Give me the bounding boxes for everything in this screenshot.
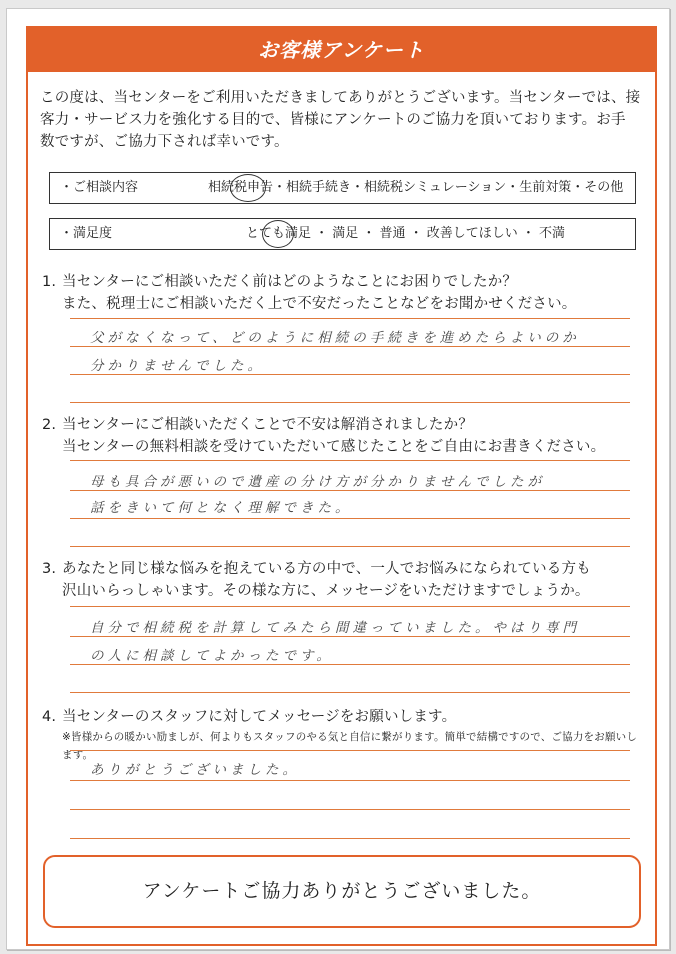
answer-line — [70, 346, 630, 347]
answer-line — [70, 809, 630, 810]
answer-line — [70, 374, 630, 375]
answer-line — [70, 606, 630, 607]
answer-line — [70, 460, 630, 461]
question-text: 当センターのスタッフに対してメッセージをお願いします。 — [62, 709, 457, 725]
question-4 — [42, 706, 642, 764]
consultation-box — [49, 172, 636, 204]
handwritten-answer: 話をきいて何となく理解できた。 — [90, 500, 353, 516]
question-note: ※皆様からの暖かい励ましが、何よりもスタッフのやる気と自信に繋がります。簡単で結構ですので、ご協力をお願いします。 — [62, 731, 638, 761]
handwritten-answer: 父がなくなって、どのように相続の手続きを進めたらよいのか — [90, 330, 580, 346]
consultation-label: ・ご相談内容 — [60, 180, 139, 195]
answer-line — [70, 636, 630, 637]
handwritten-answer: の人に相談してよかったです。 — [90, 648, 334, 664]
answer-line — [70, 490, 630, 491]
handwritten-answer: 自分で相続税を計算してみたら間違っていました。やはり専門 — [90, 620, 580, 636]
question-text: 当センターの無料相談を受けていただいて感じたことをご自由にお書きください。 — [62, 439, 606, 455]
answer-line — [70, 780, 630, 781]
question-1 — [42, 271, 642, 315]
question-number: 1. — [42, 274, 57, 290]
selection-circle — [262, 220, 294, 248]
intro-line: 数ですが、ご協力下されば幸いです。 — [40, 134, 289, 150]
answer-line — [70, 838, 630, 839]
intro-line: 客力・サービス力を強化する目的で、皆様にアンケートのご協力を頂いております。お手 — [40, 112, 626, 128]
selection-circle — [230, 174, 266, 202]
question-2 — [42, 414, 642, 458]
question-number: 4. — [42, 709, 57, 725]
question-text: 当センターにご相談いただく前はどのようなことにお困りでしたか？ — [62, 274, 518, 290]
survey-frame — [26, 26, 657, 946]
handwritten-answer: 母も具合が悪いので遺産の分け方が分かりませんでしたが — [90, 474, 545, 490]
consultation-options: 相続税申告・相続手続き・相続税シミュレーション・生前対策・その他 — [208, 180, 624, 195]
intro-text — [40, 87, 650, 153]
question-3 — [42, 558, 642, 602]
answer-line — [70, 318, 630, 319]
question-text: また、税理士にご相談いただく上で不安だったことなどをお聞かせください。 — [62, 296, 577, 312]
satisfaction-options: とても満足 ・ 満足 ・ 普通 ・ 改善してほしい ・ 不満 — [246, 226, 566, 241]
question-text: あなたと同じ様な悩みを抱えている方の中で、一人でお悩みになられている方も — [62, 561, 591, 577]
question-text: 当センターにご相談いただくことで不安は解消されましたか？ — [62, 417, 474, 433]
question-text: 沢山いらっしゃいます。その様な方に、メッセージをいただけますでしょうか。 — [62, 583, 590, 599]
survey-sheet — [6, 8, 670, 950]
answer-line — [70, 402, 630, 403]
intro-line: この度は、当センターをご利用いただきましてありがとうございます。当センターでは、接 — [40, 90, 641, 106]
answer-line — [70, 518, 630, 519]
survey-title: お客様アンケート — [28, 28, 655, 72]
answer-line — [70, 692, 630, 693]
answer-line — [70, 750, 630, 751]
thank-you-box: アンケートご協力ありがとうございました。 — [43, 855, 641, 928]
question-number: 2. — [42, 417, 57, 433]
handwritten-answer: ありがとうございました。 — [90, 762, 300, 778]
question-number: 3. — [42, 561, 57, 577]
satisfaction-label: ・満足度 — [60, 226, 113, 241]
answer-line — [70, 546, 630, 547]
satisfaction-box — [49, 218, 636, 250]
answer-line — [70, 664, 630, 665]
handwritten-answer: 分かりませんでした。 — [90, 358, 265, 374]
